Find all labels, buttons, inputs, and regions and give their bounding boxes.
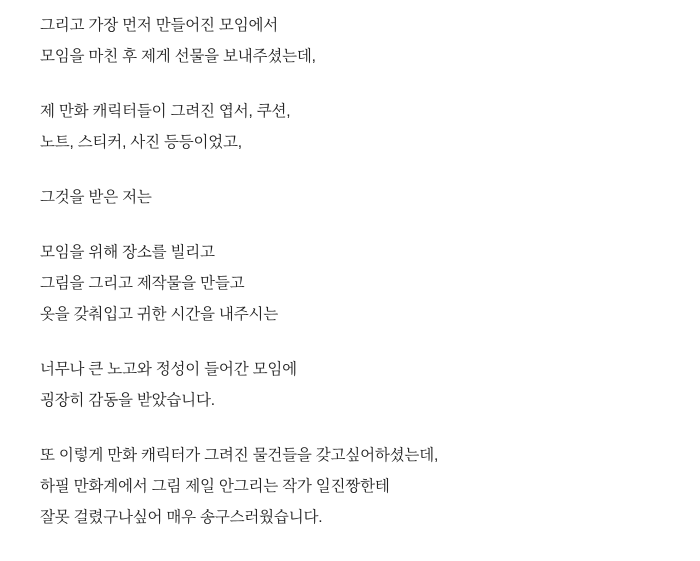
paragraph <box>40 96 660 158</box>
paragraph <box>40 440 660 533</box>
text-line: 노트, 스티커, 사진 등등이었고, <box>40 134 242 151</box>
paragraph <box>40 10 660 72</box>
paragraph <box>40 237 660 330</box>
text-line: 너무나 큰 노고와 정성이 들어간 모임에 <box>40 361 297 378</box>
text-line: 그림을 그리고 제작물을 만들고 <box>40 275 245 292</box>
text-line: 모임을 위해 장소를 빌리고 <box>40 244 215 261</box>
paragraph <box>40 182 660 213</box>
text-line: 옷을 갖춰입고 귀한 시간을 내주시는 <box>40 306 279 323</box>
text-line: 잘못 걸렸구나싶어 매우 송구스러웠습니다. <box>40 509 323 526</box>
text-line: 하필 만화계에서 그림 제일 안그리는 작가 일진짱한테 <box>40 478 390 495</box>
text-line: 그것을 받은 저는 <box>40 189 152 206</box>
text-line: 그리고 가장 먼저 만들어진 모임에서 <box>40 17 279 34</box>
text-line: 굉장히 감동을 받았습니다. <box>40 392 215 409</box>
text-line: 또 이렇게 만화 캐릭터가 그려진 물건들을 갖고싶어하셨는데, <box>40 447 439 464</box>
text-line: 제 만화 캐릭터들이 그려진 엽서, 쿠션, <box>40 103 291 120</box>
paragraph <box>40 354 660 416</box>
text-line: 모임을 마친 후 제게 선물을 보내주셨는데, <box>40 48 316 65</box>
